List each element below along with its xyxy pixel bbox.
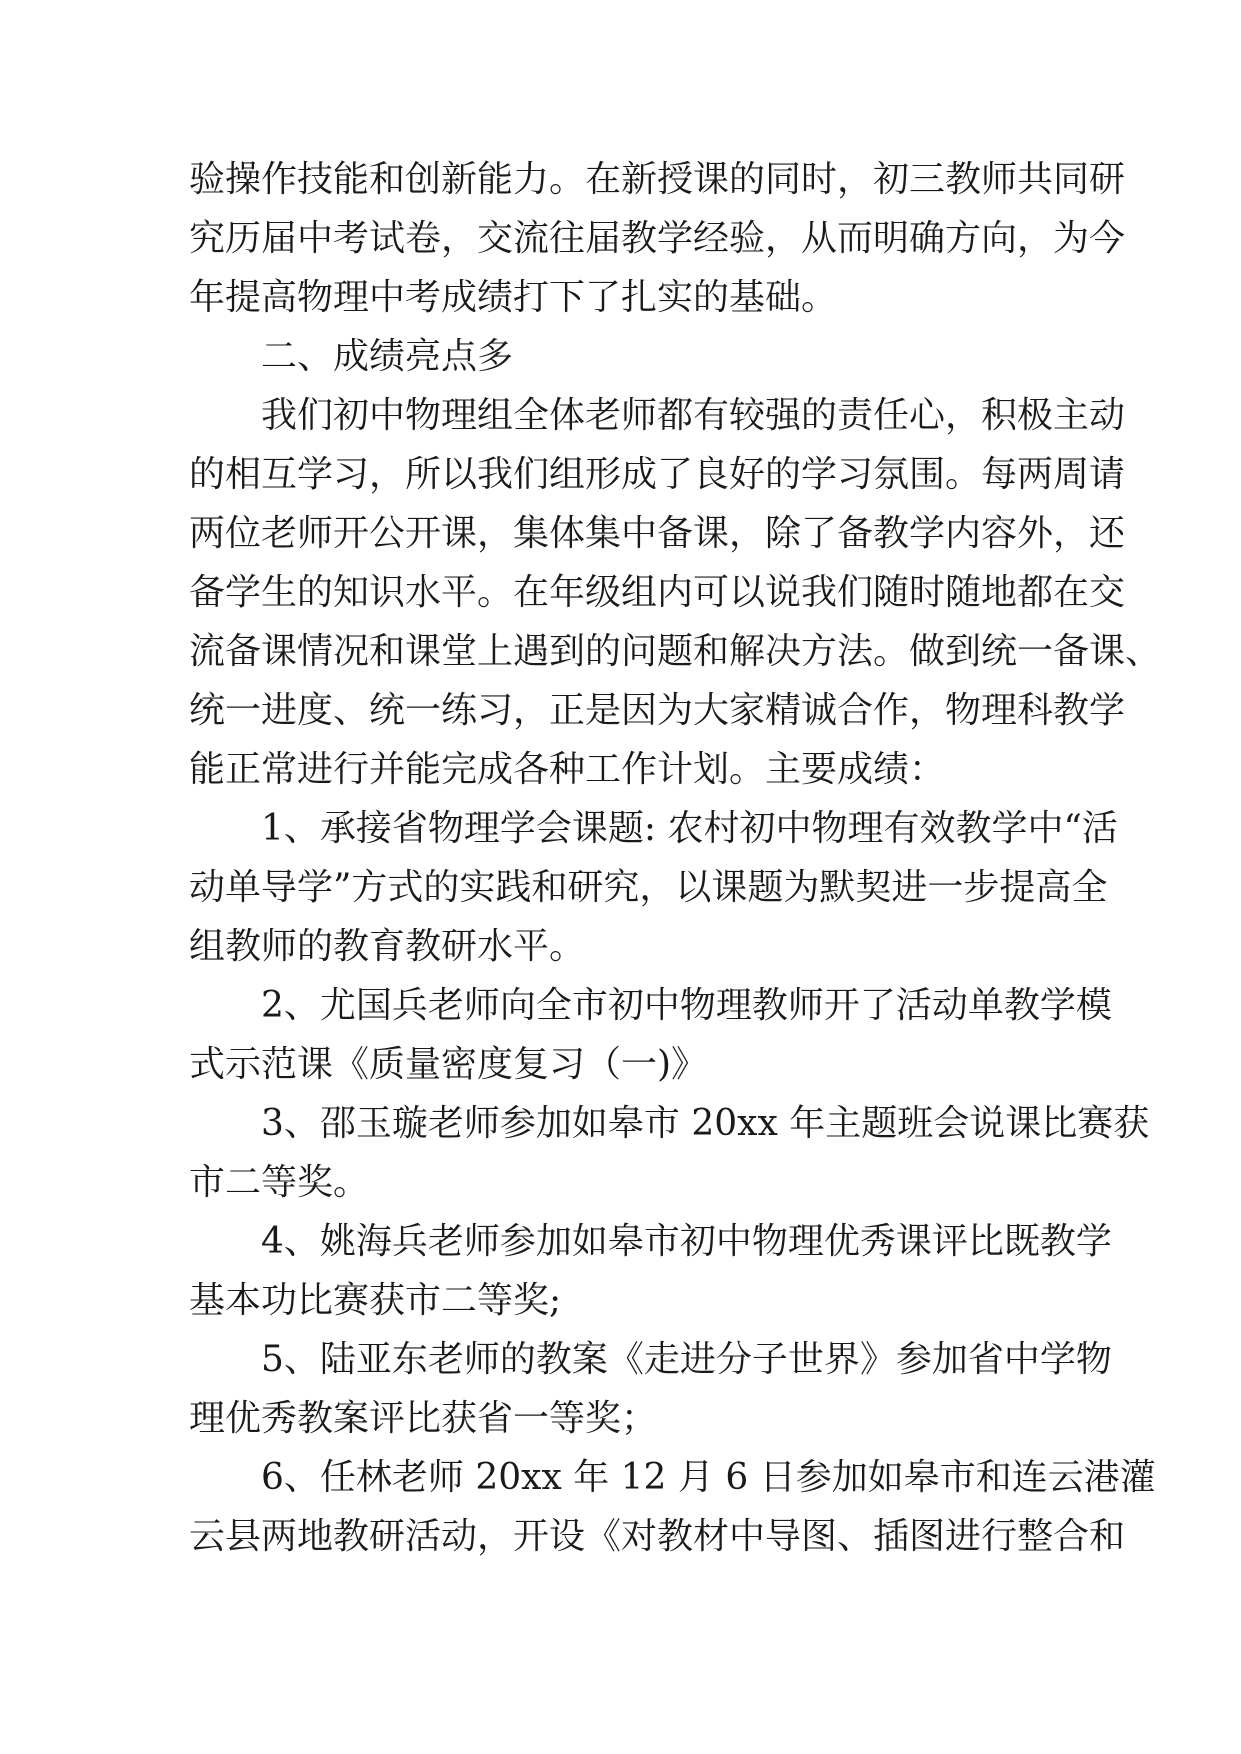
list-item-3-line-2: 市二等奖。 <box>189 1162 370 1203</box>
list-item-6-line-2: 云县两地教研活动，开设《对教材中导图、插图进行整合和 <box>189 1516 1126 1557</box>
list-item-2-line-2: 式示范课《质量密度复习（一)》 <box>189 1044 708 1085</box>
list-item-4-line-1: 4、姚海兵老师参加如皋市初中物理优秀课评比既教学 <box>261 1221 1112 1262</box>
text-line-1: 验操作技能和创新能力。在新授课的同时，初三教师共同研 <box>189 159 1126 200</box>
list-item-1-line-2: 动单导学”方式的实践和研究，以课题为默契进一步提高全 <box>189 867 1108 908</box>
list-item-1-line-3: 组教师的教育教研水平。 <box>189 926 586 967</box>
section-heading: 二、成绩亮点多 <box>261 336 514 377</box>
text-line-9: 流备课情况和课堂上遇到的问题和解决方法。做到统一备课、 <box>189 631 1162 672</box>
text-line-7: 两位老师开公开课，集体集中备课，除了备教学内容外，还 <box>189 513 1126 554</box>
text-line-3: 年提高物理中考成绩打下了扎实的基础。 <box>189 277 838 318</box>
list-item-1-line-1: 1、承接省物理学会课题: 农村初中物理有效教学中“活 <box>261 808 1118 849</box>
document-body <box>189 150 1162 1566</box>
list-item-4-line-2: 基本功比赛获市二等奖; <box>189 1280 562 1321</box>
list-item-5-line-1: 5、陆亚东老师的教案《走进分子世界》参加省中学物 <box>261 1339 1112 1380</box>
text-line-2: 究历届中考试卷，交流往届教学经验，从而明确方向，为今 <box>189 218 1126 259</box>
list-item-3-line-1: 3、邵玉璇老师参加如皋市 20xx 年主题班会说课比赛获 <box>261 1103 1150 1144</box>
text-line-5: 我们初中物理组全体老师都有较强的责任心，积极主动 <box>261 395 1126 436</box>
text-line-6: 的相互学习，所以我们组形成了良好的学习氛围。每两周请 <box>189 454 1126 495</box>
list-item-6-line-1: 6、任林老师 20xx 年 12 月 6 日参加如皋市和连云港灌 <box>261 1457 1156 1498</box>
text-line-10: 统一进度、统一练习，正是因为大家精诚合作，物理科教学 <box>189 690 1126 731</box>
list-item-2-line-1: 2、尤国兵老师向全市初中物理教师开了活动单教学模 <box>261 985 1112 1026</box>
list-item-5-line-2: 理优秀教案评比获省一等奖； <box>189 1398 658 1439</box>
text-line-8: 备学生的知识水平。在年级组内可以说我们随时随地都在交 <box>189 572 1126 613</box>
text-line-11: 能正常进行并能完成各种工作计划。主要成绩： <box>189 749 946 790</box>
